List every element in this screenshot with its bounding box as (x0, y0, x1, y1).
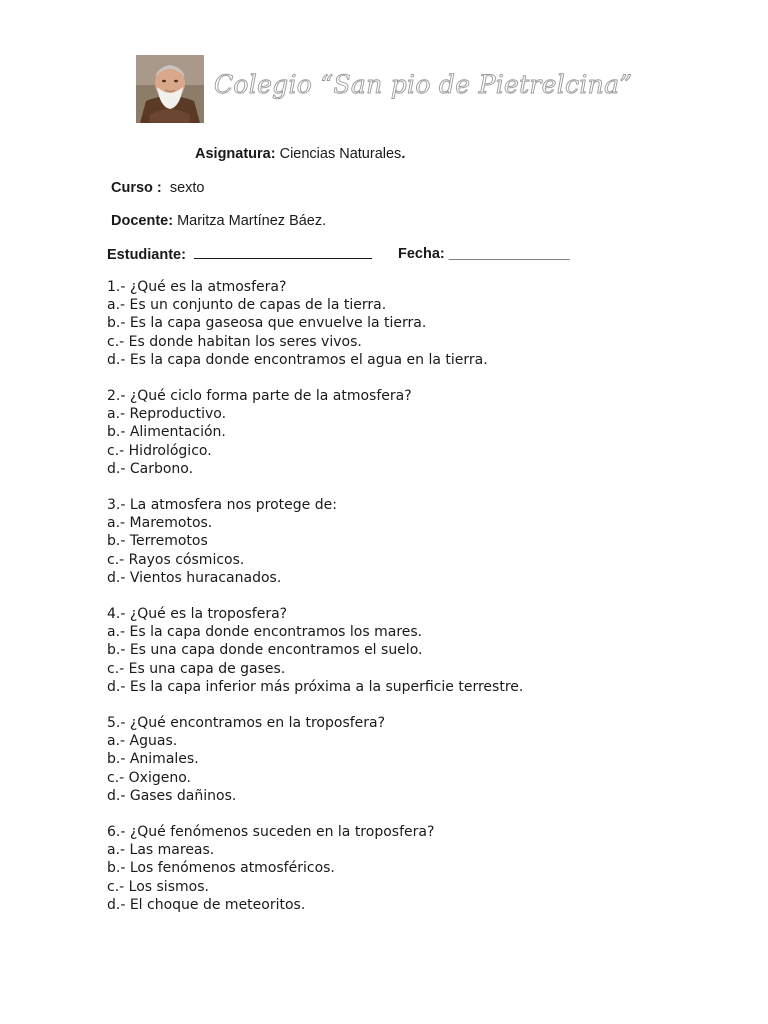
answer-option: c.- Rayos cósmicos. (107, 551, 245, 568)
subject-label: Asignatura: (195, 146, 276, 162)
answer-option: a.- Reproductivo. (107, 406, 227, 423)
question-text: 3.- La atmosfera nos protege de: (107, 497, 337, 514)
portrait-image (136, 55, 204, 123)
question-item (107, 823, 523, 914)
answer-option: b.- Animales. (107, 751, 199, 768)
answer-option: d.- Vientos huracanados. (107, 569, 282, 586)
answer-option: a.- Aguas. (107, 733, 178, 750)
subject-period: . (401, 146, 406, 162)
answer-option: d.- Es la capa donde encontramos el agua en la tierra. (107, 351, 488, 368)
answer-option: d.- Es la capa inferior más próxima a la superficie terrestre. (107, 678, 524, 695)
question-text: 6.- ¿Qué fenómenos suceden en la troposfera? (107, 824, 435, 841)
question-text: 1.- ¿Qué es la atmosfera? (107, 279, 287, 295)
answer-option: a.- Maremotos. (107, 515, 213, 532)
course-value: sexto (169, 180, 205, 196)
subject-row (195, 145, 405, 163)
question-item (107, 387, 523, 478)
answer-option: b.- Es una capa donde encontramos el suelo. (107, 642, 423, 659)
student-row (107, 245, 372, 264)
question-item (107, 714, 523, 805)
course-row (111, 179, 204, 197)
answer-option: a.- Es un conjunto de capas de la tierra. (107, 297, 387, 314)
subject-value: Ciencias Naturales (275, 146, 402, 162)
question-list (107, 278, 523, 932)
answer-option: b.- Terremotos (107, 533, 208, 550)
question-text: 4.- ¿Qué es la troposfera? (107, 606, 288, 623)
answer-option: d.- Carbono. (107, 460, 194, 477)
answer-option: d.- Gases dañinos. (107, 787, 237, 804)
answer-option: b.- Los fenómenos atmosféricos. (107, 860, 335, 877)
question-item (107, 496, 523, 587)
teacher-label: Docente: (111, 213, 174, 229)
student-label: Estudiante: (107, 247, 186, 263)
answer-option: c.- Es una capa de gases. (107, 660, 286, 677)
question-item (107, 278, 523, 369)
school-title: Colegio “San pio de Pietrelcina” (214, 70, 633, 99)
answer-option: b.- Alimentación. (107, 424, 226, 441)
teacher-row (111, 212, 326, 230)
question-text: 2.- ¿Qué ciclo forma parte de la atmosfera? (107, 388, 412, 405)
question-item (107, 605, 523, 696)
course-label: Curso : (111, 180, 162, 196)
answer-option: c.- Oxigeno. (107, 769, 191, 786)
question-text: 5.- ¿Qué encontramos en la troposfera? (107, 715, 386, 732)
date-label: Fecha: _______________ (398, 246, 570, 262)
student-name-blank[interactable] (194, 245, 372, 259)
teacher-value: Maritza Martínez Báez. (173, 213, 327, 229)
answer-option: a.- Es la capa donde encontramos los mares. (107, 624, 423, 641)
answer-option: b.- Es la capa gaseosa que envuelve la tierra. (107, 315, 427, 332)
answer-option: d.- El choque de meteoritos. (107, 896, 306, 913)
answer-option: a.- Las mareas. (107, 842, 215, 859)
answer-option: c.- Hidrológico. (107, 442, 212, 459)
answer-option: c.- Los sismos. (107, 878, 209, 895)
date-row (398, 245, 570, 263)
answer-option: c.- Es donde habitan los seres vivos. (107, 333, 362, 350)
portrait-icon (136, 55, 204, 123)
